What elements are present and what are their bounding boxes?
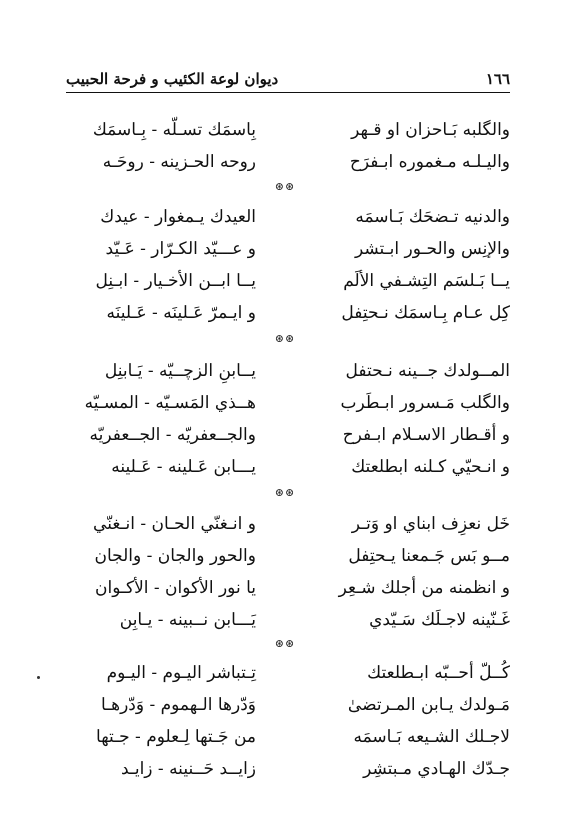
verse-first-half: و أقـطار الاسـلام ابـفرح: [342, 425, 510, 445]
verse-second-half: والجــعفريّه - الجــعفريّه: [89, 425, 256, 445]
header-rule: [66, 92, 510, 93]
verse-second-half: وَدّرها الـهموم - وَدّرهـا: [100, 695, 256, 715]
verse-second-half: والحور والجان - والجان: [94, 546, 256, 566]
verse-line: [66, 604, 510, 636]
verse-second-half: العيدك يـمغوار - عيدك: [100, 207, 256, 227]
verse-first-half: يــا بَـلسَم التِشـفي الألَم: [343, 271, 510, 291]
verse-first-half: والگلبه بَـاحزان او قـهر: [351, 120, 510, 140]
stanza-divider-ornament: ⊛⊛: [274, 637, 296, 650]
verse-second-half: يــا ابــن الأخـيار - ابـنِل: [95, 271, 256, 291]
page-number: ١٦٦: [485, 70, 510, 88]
verse-line: [66, 233, 510, 265]
verse-first-half: والإنِس والحـور ابـتشر: [354, 239, 510, 259]
verse-first-half: لاجـلك الشـيعه بَـاسمَه: [353, 727, 510, 747]
verse-line: [66, 419, 510, 451]
verse-second-half: و عـــيّد الكـرّار - عَـيّد: [105, 239, 256, 259]
verse-second-half: تِـتباشر اليـوم - اليـوم: [106, 663, 256, 683]
verse-line: [66, 387, 510, 419]
verse-second-half: يــابنِ الزچــيّه - يَـابنِل: [104, 361, 256, 381]
verse-first-half: و انظمنه من أجلك شـعِر: [338, 578, 510, 598]
running-title: ديوان لوعة الكئيب و فرحة الحبيب: [66, 70, 279, 88]
verse-first-half: المــولدك جــينه نـحتفل: [345, 361, 510, 381]
verse-line: [66, 753, 510, 785]
verse-first-half: جـدّك الهـادي مـبتشِر: [363, 759, 510, 779]
verse-second-half: و انـغنّي الحـان - انـغنّي: [93, 514, 256, 534]
verse-first-half: واليـلـه مـغموره ابـفرَح: [349, 152, 510, 172]
stanza-5: [66, 657, 510, 785]
verse-line: [66, 508, 510, 540]
verse-line: [66, 114, 510, 146]
verse-second-half: و ايـمرّ عَـلينَه - عَـلينَه: [106, 303, 256, 323]
verse-second-half: روحه الحـزينه - روحَـه: [102, 152, 256, 172]
stanza-divider-ornament: ⊛⊛: [274, 486, 296, 499]
page-header: [66, 62, 510, 88]
verse-line: [66, 146, 510, 178]
verse-second-half: زايــد حَــنينه - زايـد: [120, 759, 256, 779]
verse-line: [66, 297, 510, 329]
verse-line: [66, 540, 510, 572]
verse-first-half: غَـنّينه لاجـلَك سَـيّدي: [369, 610, 510, 630]
stanza-1: [66, 114, 510, 178]
verse-line: [66, 689, 510, 721]
stanza-divider-ornament: ⊛⊛: [274, 332, 296, 345]
verse-second-half: هــذي المَسـيّه - المسـيّه: [84, 393, 256, 413]
verse-line: [66, 265, 510, 297]
stanza-4: [66, 508, 510, 636]
verse-second-half: يـــابن عَـلينه - عَـلينه: [111, 457, 256, 477]
verse-first-half: والگلب مَـسرور ابـطَرب: [340, 393, 510, 413]
verse-first-half: مَـولدك يـابن المـرتضىٰ: [347, 695, 510, 715]
stanza-divider-ornament: ⊛⊛: [274, 180, 296, 193]
verse-second-half: بِاسمَك تسـلّه - بِـاسمَك: [92, 120, 256, 140]
verse-first-half: مــو بَس جَـمعنا يـحتِفل: [348, 546, 510, 566]
verse-line: [66, 657, 510, 689]
print-speck: [37, 676, 40, 679]
verse-line: [66, 355, 510, 387]
verse-second-half: من جَـتها لِـعلوم - جـتها: [96, 727, 256, 747]
verse-line: [66, 572, 510, 604]
verse-line: [66, 721, 510, 753]
verse-second-half: يا نور الأكوان - الأكـوان: [95, 578, 256, 598]
verse-first-half: والدنيه تـضحَك بَـاسمَه: [355, 207, 510, 227]
stanza-3: [66, 355, 510, 483]
stanza-2: [66, 201, 510, 329]
verse-first-half: خَل نعزِف ابناي او وَتـر: [351, 514, 510, 534]
verse-first-half: كِل عـام بِـاسمَك نـحتِفل: [341, 303, 510, 323]
verse-line: [66, 451, 510, 483]
verse-line: [66, 201, 510, 233]
verse-second-half: يَـــابن نــبينه - يـابِن: [119, 610, 256, 630]
verse-first-half: و انـحيّي كـلنه ابطلعتك: [351, 457, 510, 477]
verse-first-half: كُــلّ أحــبّه ابـطلعتك: [367, 663, 510, 683]
